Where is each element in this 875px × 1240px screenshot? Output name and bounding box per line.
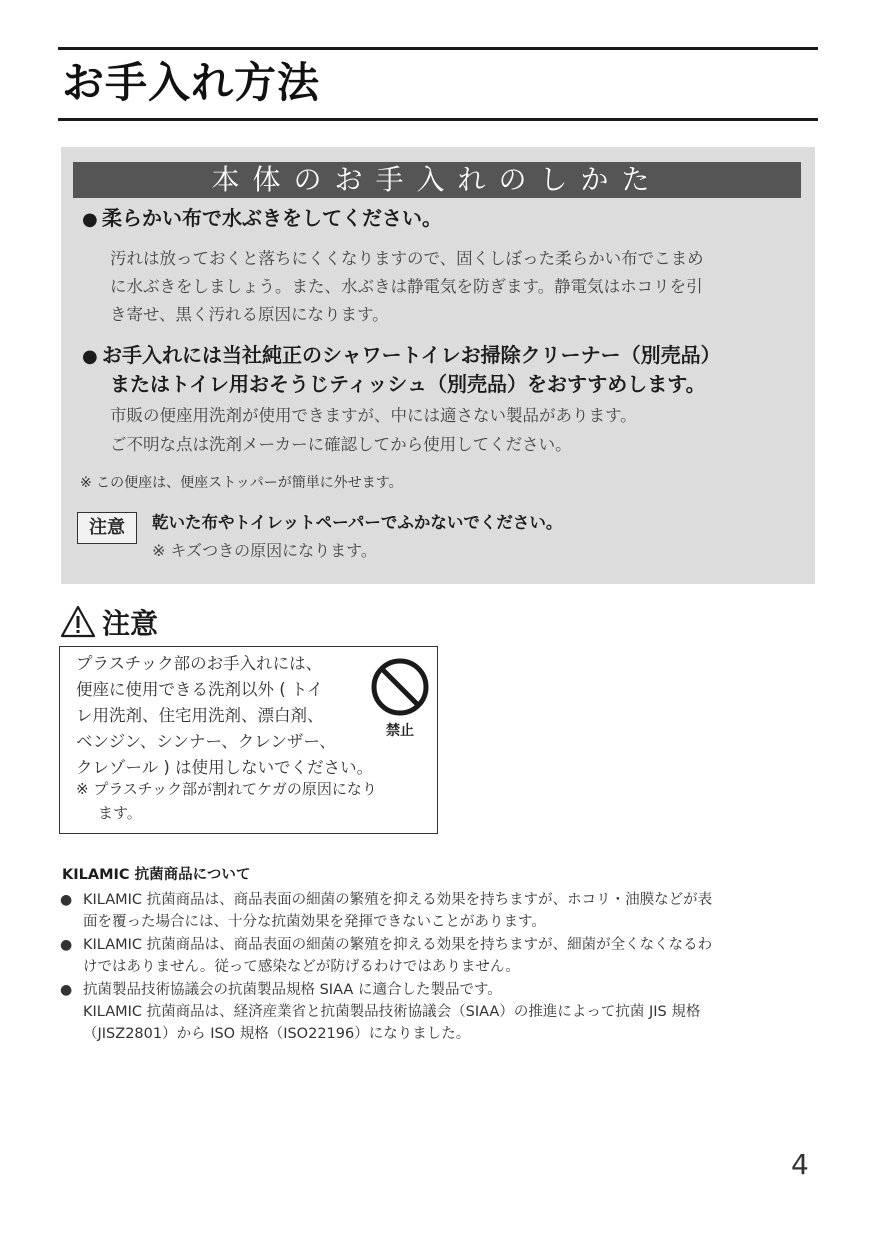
bullet2-line: ご不明な点は洗剤メーカーに確認してから使用してください。 <box>110 435 572 454</box>
prohibited-icon <box>369 656 431 718</box>
warning-title: 注意 <box>102 607 159 640</box>
kilamic-line: けではありません。従って感染などが防げるわけではありません。 <box>83 959 520 975</box>
page-title: お手入れ方法 <box>62 58 321 107</box>
bullet-dot: ● <box>60 892 73 908</box>
warning-line: 便座に使用できる洗剤以外 ( トイ <box>76 680 324 699</box>
bullet1-line: 汚れは放っておくと落ちにくくなりますので、固くしぼった柔らかい布でこまめ <box>110 249 704 268</box>
stopper-note: ※ この便座は、便座ストッパーが簡単に外せます。 <box>80 475 403 491</box>
title-top-rule <box>58 47 818 50</box>
section-title: 本体のお手入れのしかた <box>73 162 801 198</box>
warning-line: クレゾール ) は使用しないでください。 <box>76 758 374 777</box>
kilamic-heading: KILAMIC 抗菌商品について <box>62 867 251 883</box>
bullet-dot: ● <box>60 982 73 998</box>
kilamic-line: KILAMIC 抗菌商品は、経済産業省と抗菌製品技術協議会（SIAA）の推進によって抗菌 JIS 規格 <box>83 1004 701 1020</box>
warning-triangle-icon <box>60 605 96 639</box>
caution-note: ※ キズつきの原因になります。 <box>152 541 377 560</box>
caution-label: 注意 <box>77 512 137 544</box>
page-number: 4 <box>791 1148 809 1181</box>
bullet-dot: ● <box>82 209 98 230</box>
bullet2-heading: ● お手入れには当社純正のシャワートイレお掃除クリーナー（別売品） <box>82 340 721 372</box>
warning-note-line: ※ プラスチック部が割れてケガの原因になり <box>76 780 377 798</box>
prohibited-mark <box>369 656 431 739</box>
bullet1-line: き寄せ、黒く汚れる原因になります。 <box>110 305 389 324</box>
bullet1-heading: ● 柔らかい布で水ぶきをしてください。 <box>82 203 442 235</box>
warning-line: プラスチック部のお手入れには、 <box>76 654 323 673</box>
warning-note-line: ます。 <box>98 804 142 822</box>
bullet-dot: ● <box>82 346 98 367</box>
bullet-dot: ● <box>60 937 73 953</box>
warning-box <box>59 646 438 834</box>
warning-heading <box>60 602 158 642</box>
kilamic-line: 抗菌製品技術協議会の抗菌製品規格 SIAA に適合した製品です。 <box>83 982 502 998</box>
warning-line: レ用洗剤、住宅用洗剤、漂白剤、 <box>76 706 324 725</box>
bullet2-heading-cont: またはトイレ用おそうじティッシュ（別売品）をおすすめします。 <box>110 372 706 396</box>
caution-text: 乾いた布やトイレットペーパーでふかないでください。 <box>152 513 563 532</box>
title-bottom-rule <box>58 118 818 121</box>
bullet2-line: 市販の便座用洗剤が使用できますが、中には適さない製品があります。 <box>110 406 637 425</box>
prohibited-label: 禁止 <box>386 723 414 739</box>
kilamic-line: KILAMIC 抗菌商品は、商品表面の細菌の繁殖を抑える効果を持ちますが、細菌が全くなくなるわ <box>83 937 713 953</box>
kilamic-line: KILAMIC 抗菌商品は、商品表面の細菌の繁殖を抑える効果を持ちますが、ホコリ・油膜などが表 <box>83 892 713 908</box>
bullet1-line: に水ぶきをしましょう。また、水ぶきは静電気を防ぎます。静電気はホコリを引 <box>110 277 703 296</box>
warning-line: ベンジン、シンナー、クレンザー、 <box>76 732 336 751</box>
kilamic-line: （JISZ2801）から ISO 規格（ISO22196）になりました。 <box>83 1026 471 1042</box>
kilamic-line: 面を覆った場合には、十分な抗菌効果を発揮できないことがあります。 <box>83 914 546 930</box>
